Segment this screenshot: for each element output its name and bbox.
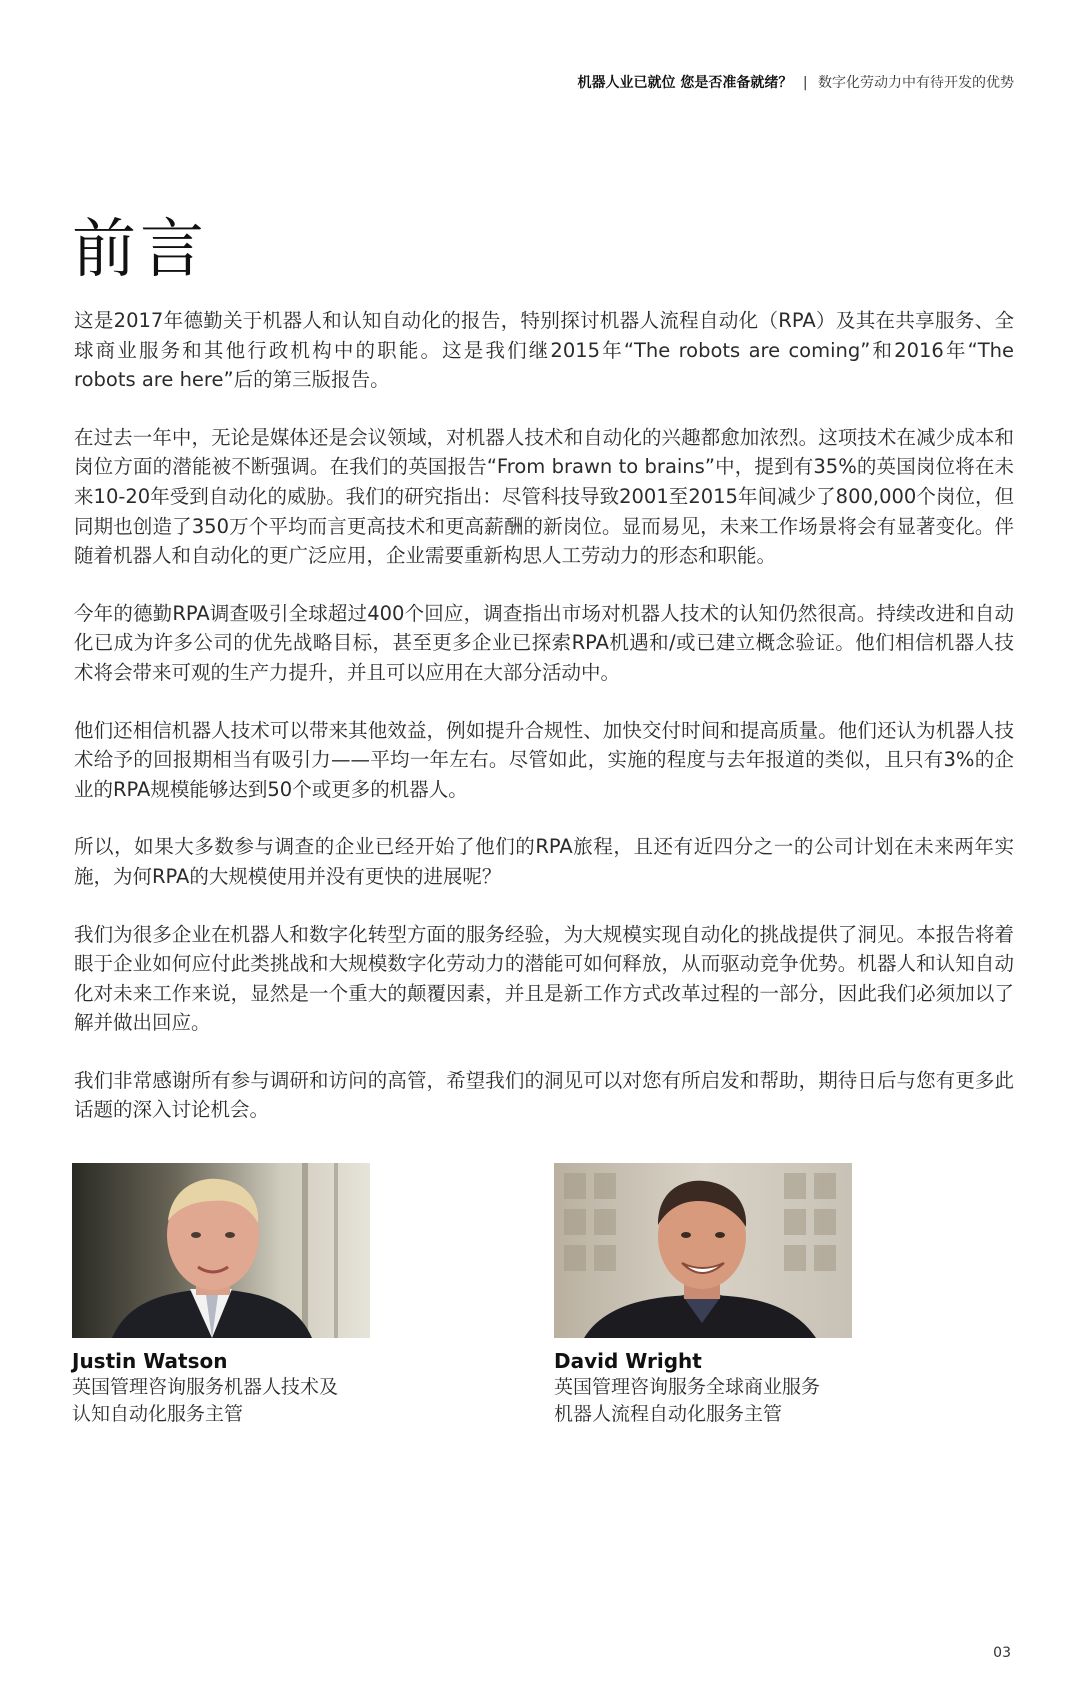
person-role: 机器人流程自动化服务主管 <box>554 1403 783 1425</box>
person-card-david-wright <box>554 1163 884 1428</box>
portrait-photo <box>72 1163 370 1338</box>
body-text <box>74 306 1014 1153</box>
header-report-title: 机器人业已就位 您是否准备就绪？ <box>577 75 793 91</box>
person-card-justin-watson <box>72 1163 402 1428</box>
portrait-photo <box>554 1163 852 1338</box>
person-role: 英国管理咨询服务全球商业服务 <box>554 1376 821 1398</box>
person-role: 英国管理咨询服务机器人技术及 <box>72 1376 339 1398</box>
page-title: 前言 <box>72 213 208 287</box>
running-header <box>578 72 1015 92</box>
paragraph: 他们还相信机器人技术可以带来其他效益，例如提升合规性、加快交付时间和提高质量。他们还认为机器人技术给予的回报期相当有吸引力——平均一年左右。尽管如此，实施的程度与去年报道的类似，且只有3%的企业的RPA规模能够达到50个或更多的机器人。 <box>74 718 1014 801</box>
header-separator: | <box>802 75 808 91</box>
paragraph: 所以，如果大多数参与调查的企业已经开始了他们的RPA旅程，且还有近四分之一的公司计划在未来两年实施，为何RPA的大规模使用并没有更快的进展呢？ <box>74 835 1014 888</box>
paragraph: 我们非常感谢所有参与调研和访问的高管，希望我们的洞见可以对您有所启发和帮助，期待日后与您有更多此话题的深入讨论机会。 <box>74 1068 1014 1122</box>
paragraph: 在过去一年中，无论是媒体还是会议领域，对机器人技术和自动化的兴趣都愈加浓烈。这项技术在减少成本和岗位方面的潜能被不断强调。在我们的英国报告“From brawn to brains”中，提到有35%的英国岗位将在未来10-20年受到自动化的威胁。我们的研究指出：尽管科技导致2001至2015年间减少了800,000个岗位，但同期也创造了350万个平均而言更高技术和更高薪酬的新岗位。显而易见，未来工作场景将会有显著变化。伴随着机器人和自动化的更广泛应用，企业需要重新构思人工劳动力的形态和职能。 <box>74 425 1014 568</box>
person-name: Justin Watson <box>72 1349 228 1373</box>
person-role: 认知自动化服务主管 <box>72 1403 244 1425</box>
paragraph: 今年的德勤RPA调查吸引全球超过400个回应，调查指出市场对机器人技术的认知仍然很高。持续改进和自动化已成为许多公司的优先战略目标，甚至更多企业已探索RPA机遇和/或已建立概念验证。他们相信机器人技术将会带来可观的生产力提升，并且可以应用在大部分活动中。 <box>74 601 1014 684</box>
paragraph: 我们为很多企业在机器人和数字化转型方面的服务经验，为大规模实现自动化的挑战提供了洞见。本报告将着眼于企业如何应付此类挑战和大规模数字化劳动力的潜能可如何释放，从而驱动竞争优势。机器人和认知自动化对未来工作来说，显然是一个重大的颠覆因素，并且是新工作方式改革过程的一部分，因此我们必须加以了解并做出回应。 <box>74 922 1014 1035</box>
paragraph: 这是2017年德勤关于机器人和认知自动化的报告，特别探讨机器人流程自动化（RPA）及其在共享服务、全球商业服务和其他行政机构中的职能。这是我们继2015年“The robots are coming”和2016年“The robots are here”后的第三版报告。 <box>74 309 1014 392</box>
page-number: 03 <box>993 1645 1011 1661</box>
header-subtitle: 数字化劳动力中有待开发的优势 <box>818 75 1014 91</box>
person-name: David Wright <box>554 1349 702 1373</box>
